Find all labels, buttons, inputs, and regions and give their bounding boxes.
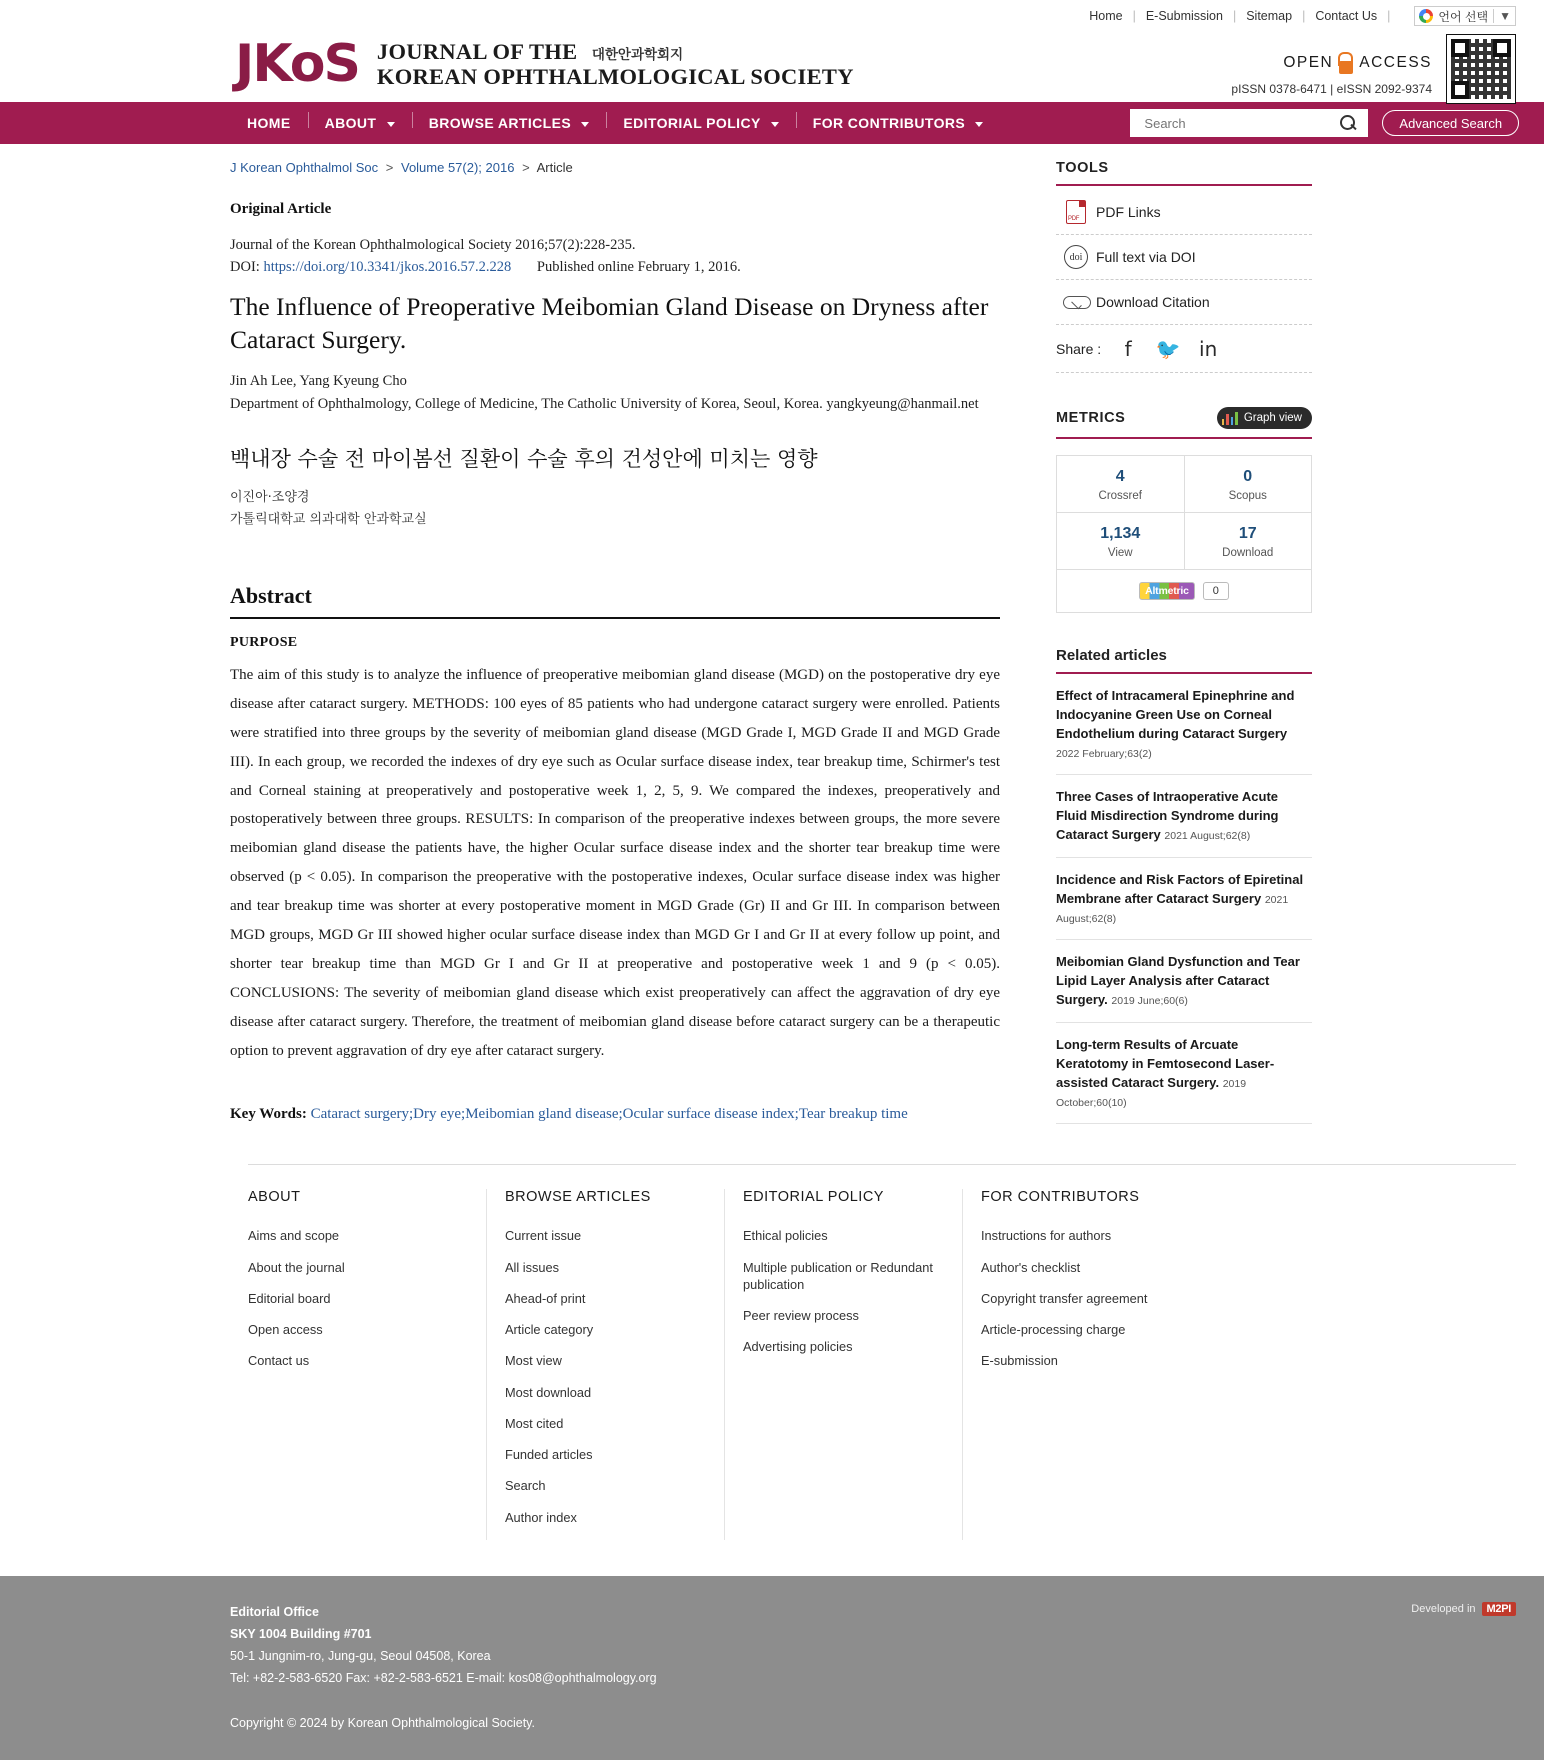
footer-column-for-contributors: [962, 1189, 1200, 1540]
separator: |: [1387, 9, 1391, 23]
tool-download-citation-label: Download Citation: [1096, 294, 1210, 310]
footer-column-about-heading: ABOUT: [248, 1189, 301, 1206]
language-selector[interactable]: [1414, 6, 1516, 26]
metric-crossref-value: 4: [1115, 468, 1125, 485]
korean-title: 백내장 수술 전 마이봄선 질환이 수술 후의 건성안에 미치는 영향: [230, 446, 818, 471]
metric-view-label: View: [1107, 547, 1133, 559]
linkedin-icon[interactable]: in: [1199, 336, 1218, 361]
open-access-word-2: ACCESS: [1359, 54, 1432, 71]
footer-link-article-category[interactable]: Article category: [505, 1322, 594, 1338]
footer-link-search[interactable]: Search: [505, 1478, 546, 1494]
footer-link-article-processing-charge[interactable]: Article-processing charge: [981, 1322, 1126, 1338]
tool-full-text-via-doi-label: Full text via DOI: [1096, 249, 1196, 265]
topbar-link-esubmission[interactable]: E-Submission: [1145, 9, 1223, 23]
breadcrumb-journal[interactable]: J Korean Ophthalmol Soc: [230, 160, 379, 175]
nav-item-editorial-policy-label: EDITORIAL POLICY: [623, 115, 761, 131]
chevron-down-icon[interactable]: ▼: [1493, 9, 1511, 23]
developed-by: [1411, 1602, 1516, 1616]
topbar-link-sitemap[interactable]: Sitemap: [1246, 9, 1293, 23]
related-article-meta: 2021 August;62(8): [1056, 893, 1289, 925]
footer-link-multiple-publication[interactable]: Multiple publication or Redundant publication: [743, 1259, 933, 1292]
footer-column-contributors-heading: FOR CONTRIBUTORS: [981, 1189, 1140, 1206]
qr-finder-top-left: [1451, 39, 1469, 57]
metrics-header: [1056, 407, 1312, 439]
breadcrumb-sep-1: >: [385, 160, 394, 175]
footer-link-author-index[interactable]: Author index: [505, 1509, 577, 1525]
nav-items: [230, 115, 1000, 131]
related-article-meta: 2021 August;62(8): [1164, 830, 1251, 843]
metric-download-value: 17: [1238, 525, 1257, 542]
main-navigation: [0, 102, 1544, 144]
pdf-icon: [1056, 200, 1096, 224]
chevron-down-icon: [387, 122, 395, 127]
footer-link-most-download[interactable]: Most download: [505, 1384, 592, 1400]
chevron-down-icon: [975, 122, 983, 127]
open-access-block: [1231, 34, 1432, 96]
footer-link-funded-articles[interactable]: Funded articles: [505, 1447, 593, 1463]
metric-download: [1184, 513, 1312, 569]
article-type: Original Article: [230, 201, 332, 217]
journal-logo[interactable]: JKoS: [235, 34, 359, 94]
footer-link-instructions-for-authors[interactable]: Instructions for authors: [981, 1228, 1112, 1244]
bar-chart-icon: [1222, 411, 1238, 425]
nav-item-home-label: HOME: [247, 115, 291, 131]
related-article-item[interactable]: [1056, 775, 1312, 858]
doi-row: [230, 256, 1000, 278]
related-articles-heading: Related articles: [1056, 647, 1312, 674]
footer-link-about-the-journal[interactable]: About the journal: [248, 1259, 345, 1275]
qr-code: [1446, 34, 1516, 104]
metric-download-label: Download: [1222, 547, 1274, 559]
footer-link-contact-us[interactable]: Contact us: [248, 1353, 310, 1369]
sidebar: [1056, 144, 1312, 1124]
metric-crossref-label: Crossref: [1098, 490, 1142, 502]
open-access-label: [1231, 52, 1432, 74]
korean-affiliation: 가톨릭대학교 의과대학 안과학교실: [230, 511, 427, 527]
developed-by-label: Developed in: [1411, 1603, 1476, 1615]
twitter-icon[interactable]: 🐦: [1155, 336, 1181, 361]
citation-text: Journal of the Korean Ophthalmological Society 2016;57(2):228-235.: [230, 237, 636, 253]
tool-full-text-via-doi[interactable]: [1056, 235, 1312, 280]
qr-finder-bottom-left: [1451, 81, 1469, 99]
metrics-box: [1056, 455, 1312, 613]
footer-link-editorial-board[interactable]: Editorial board: [248, 1290, 331, 1306]
published-online: Published online February 1, 2016.: [536, 259, 741, 276]
cloud-download-icon: [1056, 292, 1096, 312]
related-article-meta: 2019 October;60(10): [1056, 1077, 1247, 1109]
footer-link-open-access[interactable]: Open access: [248, 1322, 323, 1338]
footer-address-1: SKY 1004 Building #701: [230, 1626, 372, 1641]
metric-view: [1057, 513, 1184, 569]
tools-heading: TOOLS: [1056, 160, 1312, 186]
nav-search-area: [1130, 109, 1519, 137]
metric-crossref: [1057, 456, 1184, 512]
abstract-body: The aim of this study is to analyze the influence of preoperative meibomian gland disease (MGD) on the postoperative dry eye disease after cataract surgery. METHODS: 100 eyes of 85 patients who had undergone cataract surgery were enrolled. Patients were stratified into three groups by the severity of meibomian gland disease (MGD Grade I, MGD Grade II and MGD Grade III). In each group, we recorded the indexes of dry eye such as Ocular surface disease index, tear breakup time, Schirmer's test and Corneal staining at preoperatively and postoperative week 1, 2, 5, 9. We compared the indexes, preoperatively and postoperatively between three groups. RESULTS: In comparison of the preoperative indexes between groups, the more severe meibomian gland disease the patients have, the higher Ocular surface disease index and the shorter tear breakup time were observed (p < 0.05). In comparison the preoperative with the postoperative indexes, Ocular surface disease index was higher and tear breakup time was shorter at every postoperative moment in MGD Grade (Gr) II and Gr III. In comparison between MGD groups, MGD Gr III showed higher ocular surface disease index than MGD Gr I and Gr II at every follow up point, and shorter tear breakup time than MGD Gr I and Gr II at preoperative and postoperative week 1 and 9 (p < 0.05). CONCLUSIONS: The severity of meibomian gland disease which exist preoperatively can affect the aggravation of dry eye disease after cataract surgery. Therefore, the treatment of meibomian gland disease before cataract surgery can be a therapeutic option to prevent aggravation of dry eye after cataract surgery.: [230, 666, 1000, 1059]
tool-download-citation[interactable]: [1056, 280, 1312, 325]
share-label: Share :: [1056, 340, 1102, 357]
search-input[interactable]: [1142, 111, 1338, 135]
site-footer: [0, 1576, 1544, 1760]
footer-address-2: 50-1 Jungnim-ro, Jung-gu, Seoul 04508, Korea: [230, 1648, 491, 1663]
metrics-heading: METRICS: [1056, 410, 1126, 426]
footer-link-authors-checklist[interactable]: Author's checklist: [981, 1259, 1081, 1275]
related-article-item[interactable]: [1056, 1023, 1312, 1124]
metrics-row-2: [1057, 513, 1311, 570]
footer-link-current-issue[interactable]: Current issue: [505, 1228, 582, 1244]
footer-link-ahead-of-print[interactable]: Ahead-of print: [505, 1290, 586, 1306]
footer-contact: Tel: +82-2-583-6520 Fax: +82-2-583-6521 E-mail: kos08@ophthalmology.org: [230, 1670, 657, 1685]
altmetric-count: 0: [1203, 582, 1229, 600]
topbar-link-home[interactable]: Home: [1089, 9, 1123, 23]
page-title: The Influence of Preoperative Meibomian Gland Disease on Dryness after Cataract Surgery.: [230, 291, 989, 354]
advanced-search-button[interactable]: Advanced Search: [1382, 110, 1519, 136]
article-column: [230, 144, 1000, 1124]
citation-block: [230, 234, 1000, 279]
graph-view-label: Graph view: [1243, 412, 1302, 424]
footer-link-aims-and-scope[interactable]: Aims and scope: [248, 1228, 340, 1244]
metric-scopus-label: Scopus: [1228, 490, 1267, 502]
keywords-label: Key Words:: [230, 1105, 307, 1122]
affiliation: Department of Ophthalmology, College of Medicine, The Catholic University of Korea, Seoul, Korea. yangkyeung@hanmail.net: [230, 396, 979, 413]
footer-link-copyright-transfer-agreement[interactable]: Copyright transfer agreement: [981, 1290, 1148, 1306]
footer-link-most-view[interactable]: Most view: [505, 1353, 562, 1369]
footer-link-all-issues[interactable]: All issues: [505, 1259, 560, 1275]
breadcrumb-current: Article: [536, 160, 573, 175]
chevron-down-icon: [771, 122, 779, 127]
korean-authors: 이진아·조양경: [230, 489, 310, 505]
nav-item-browse-articles-label: BROWSE ARTICLES: [428, 115, 572, 131]
nav-item-browse-articles[interactable]: [412, 115, 607, 131]
chevron-down-icon: [581, 122, 589, 127]
doi-link[interactable]: https://doi.org/10.3341/jkos.2016.57.2.228: [263, 259, 512, 276]
altmetric-badge: Altmetric: [1139, 582, 1195, 600]
keywords-row: [230, 1106, 1000, 1123]
related-article-item[interactable]: [1056, 858, 1312, 941]
related-article-item[interactable]: [1056, 674, 1312, 775]
metrics-row-1: [1057, 456, 1311, 513]
related-article-title: Incidence and Risk Factors of Epiretinal Membrane after Cataract Surgery: [1056, 871, 1304, 906]
footer-column-browse-articles: [486, 1189, 724, 1540]
language-selector-label: 언어 선택: [1438, 9, 1489, 24]
abstract-subheading: PURPOSE: [230, 634, 298, 650]
utility-bar: [0, 0, 1544, 26]
separator: |: [1132, 9, 1136, 23]
abstract-heading: Abstract: [230, 583, 1000, 619]
open-lock-icon: [1338, 52, 1354, 74]
journal-title-line-1-row: [377, 39, 854, 64]
open-access-word-1: OPEN: [1283, 54, 1334, 71]
tool-pdf-links-label: PDF Links: [1096, 204, 1161, 220]
footer-link-most-cited[interactable]: Most cited: [505, 1415, 564, 1431]
footer-column-editorial-policy: [724, 1189, 962, 1540]
related-article-item[interactable]: [1056, 940, 1312, 1023]
qr-finder-top-right: [1493, 39, 1511, 57]
nav-item-about-label: ABOUT: [324, 115, 377, 131]
journal-title-line-1: JOURNAL OF THE: [376, 38, 578, 64]
journal-title-korean: 대한안과학회지: [591, 46, 684, 62]
footer-link-e-submission[interactable]: E-submission: [981, 1353, 1058, 1369]
metrics-row-3: [1057, 570, 1311, 612]
footer-copyright: Copyright © 2024 by Korean Ophthalmological Society.: [230, 1715, 535, 1730]
footer-office: Editorial Office: [230, 1605, 319, 1619]
footer-link-advertising-policies[interactable]: Advertising policies: [743, 1339, 853, 1355]
separator: |: [1302, 9, 1306, 23]
footer-link-peer-review-process[interactable]: Peer review process: [743, 1308, 859, 1324]
related-article-meta: 2022 February;63(2): [1056, 747, 1152, 760]
related-articles-list: [1056, 674, 1312, 1124]
share-row: [1056, 325, 1312, 373]
google-translate-icon: [1419, 9, 1433, 23]
tool-pdf-links[interactable]: [1056, 190, 1312, 235]
related-article-title: Meibomian Gland Dysfunction and Tear Lipid Layer Analysis after Cataract Surgery.: [1056, 954, 1300, 1008]
keywords-values[interactable]: Cataract surgery;Dry eye;Meibomian gland disease;Ocular surface disease index;Tear breakup time: [310, 1105, 908, 1122]
related-article-meta: 2019 June;60(6): [1111, 995, 1188, 1008]
nav-item-about[interactable]: [308, 115, 412, 131]
nav-item-home[interactable]: [230, 115, 308, 131]
metric-view-value: 1,134: [1100, 525, 1141, 542]
nav-item-for-contributors[interactable]: [796, 115, 1001, 131]
footer-link-columns: [248, 1164, 1516, 1540]
breadcrumb-volume[interactable]: Volume 57(2); 2016: [400, 160, 515, 175]
footer-column-about: [248, 1189, 486, 1540]
masthead: [0, 26, 1544, 102]
related-article-title: Long-term Results of Arcuate Keratotomy in Femtosecond Laser-assisted Cataract Surgery.: [1056, 1036, 1275, 1090]
metric-scopus: [1184, 456, 1312, 512]
m2pi-logo[interactable]: M2PI: [1482, 1602, 1516, 1616]
doi-label: DOI:: [230, 259, 260, 276]
breadcrumb-sep-2: >: [522, 160, 530, 175]
journal-title-line-2: KOREAN OPHTHALMOLOGICAL SOCIETY: [376, 64, 854, 89]
metric-scopus-value: 0: [1243, 468, 1253, 485]
nav-item-for-contributors-label: FOR CONTRIBUTORS: [812, 115, 966, 131]
authors: Jin Ah Lee, Yang Kyeung Cho: [230, 373, 407, 390]
footer-column-editorial-heading: EDITORIAL POLICY: [743, 1189, 884, 1206]
search-icon[interactable]: [1338, 113, 1358, 133]
search-box[interactable]: [1130, 109, 1368, 137]
topbar-link-contact-us[interactable]: Contact Us: [1315, 9, 1378, 23]
content-area: [0, 144, 1544, 1124]
nav-item-editorial-policy[interactable]: [606, 115, 795, 131]
issn-line: pISSN 0378-6471 | eISSN 2092-9374: [1231, 82, 1432, 96]
related-article-title: Three Cases of Intraoperative Acute Fluid Misdirection Syndrome during Cataract Surgery: [1056, 789, 1279, 843]
masthead-right: [1231, 34, 1516, 104]
journal-title-block: [377, 39, 854, 89]
tools-list: [1056, 190, 1312, 373]
altmetric-row[interactable]: [1057, 570, 1311, 612]
footer-link-ethical-policies[interactable]: Ethical policies: [743, 1228, 828, 1244]
footer-column-browse-heading: BROWSE ARTICLES: [505, 1189, 651, 1206]
doi-icon: doi: [1056, 245, 1096, 269]
breadcrumb: [230, 160, 1000, 175]
facebook-icon[interactable]: f: [1124, 336, 1132, 361]
related-article-title: Effect of Intracameral Epinephrine and Indocyanine Green Use on Corneal Endothelium during Cataract Surgery: [1056, 688, 1295, 741]
separator: |: [1232, 9, 1237, 23]
graph-view-button[interactable]: [1217, 407, 1312, 429]
